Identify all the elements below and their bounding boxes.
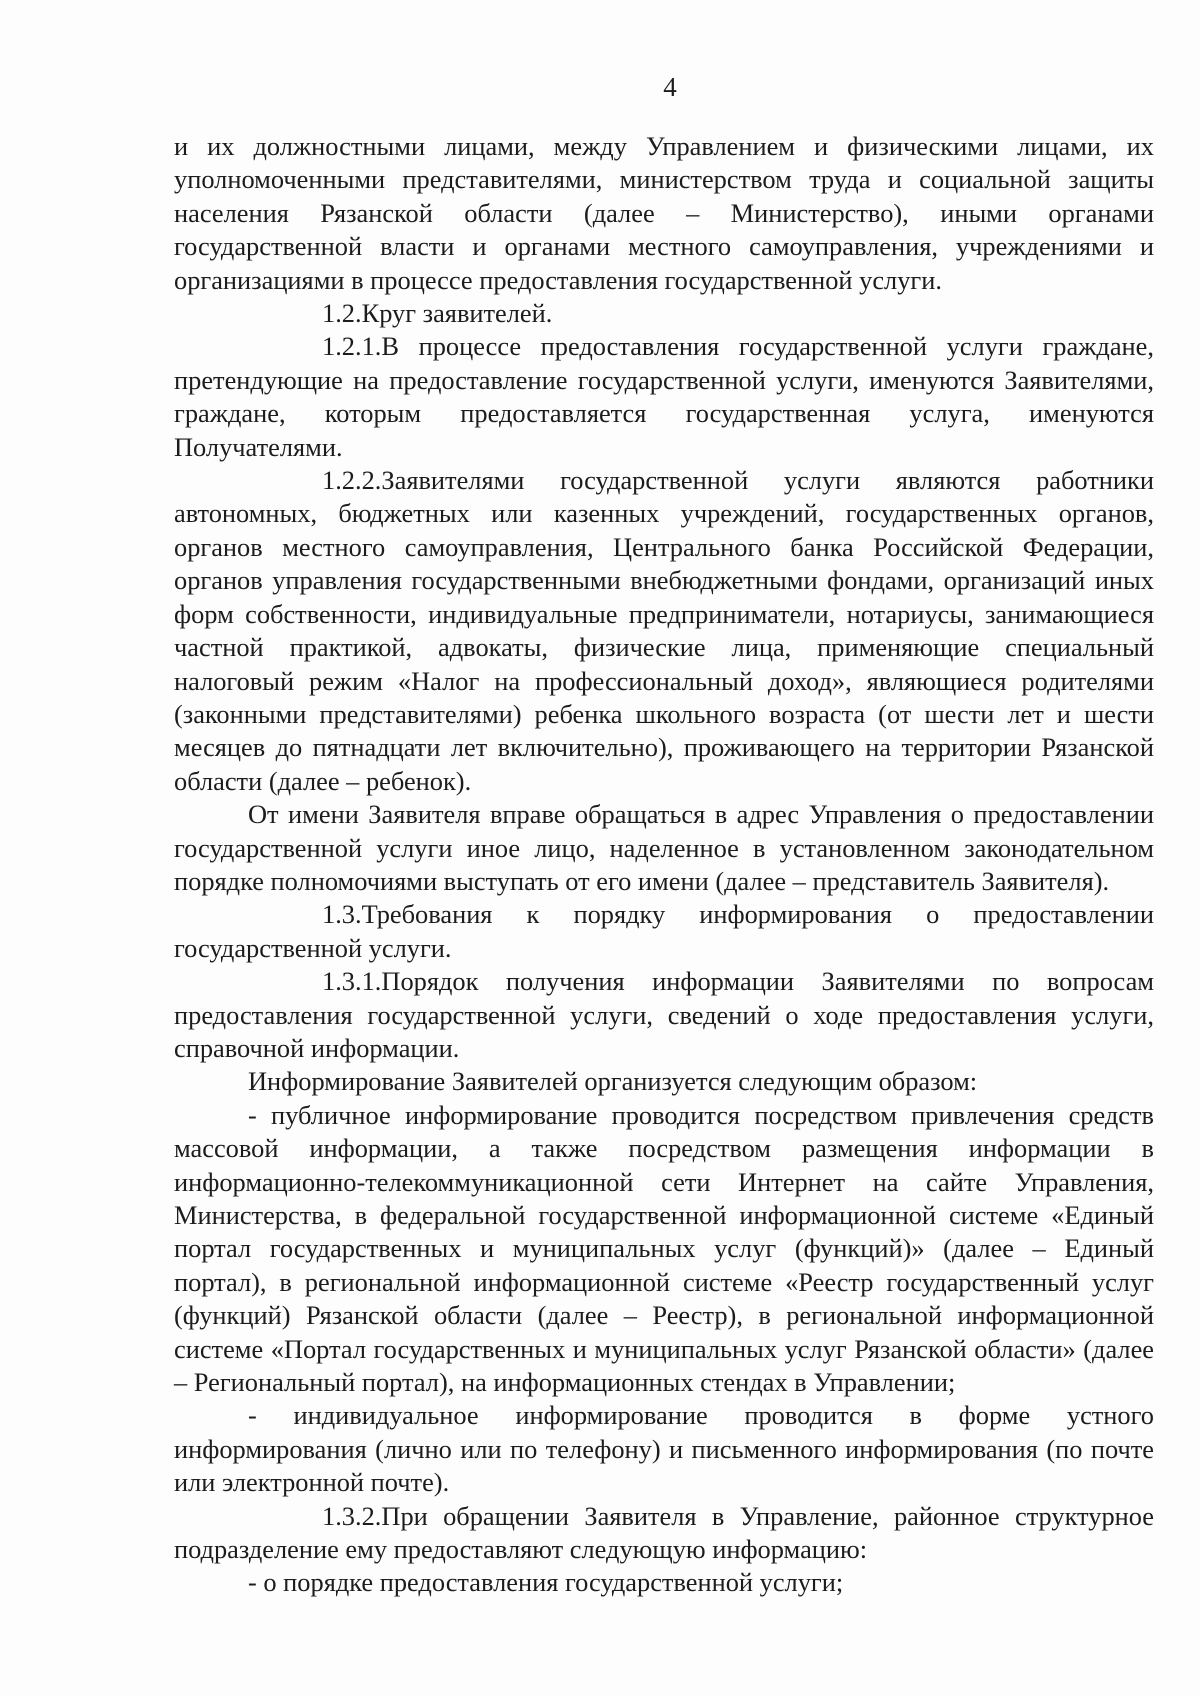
section-number: 1.3. xyxy=(322,899,362,930)
section-number: 1.3.2. xyxy=(322,1500,382,1531)
paragraph-continuation xyxy=(174,130,1154,297)
section-number: 1.2.1. xyxy=(322,331,382,362)
list-item-procedure xyxy=(174,1566,1154,1599)
section-number: 1.2. xyxy=(322,298,362,329)
list-item-text: - публичное информирование проводится посредством привлечения средств массовой информации, а также посредством размещения информации в информационно-телекоммуникационной сети Интернет на сайте Управления, Министерства, в федеральной государственной информационной системе «Единый портал государственных и муниципальных услуг (функций)» (далее – Единый портал), в региональной информационной системе «Реестр государственный услуг (функций) Рязанской области (далее – Реестр), в региональной информационной системе «Портал государственных и муниципальных услуг Рязанской области» (далее – Региональный портал), на информационных стендах в Управлении; xyxy=(174,1099,1154,1398)
section-heading-1-2 xyxy=(174,297,1154,330)
section-heading-text: Требования к порядку информирования о предоставлении государственной услуги. xyxy=(174,899,1154,963)
paragraph-text: Информирование Заявителей организуется следующим образом: xyxy=(248,1066,978,1097)
section-number: 1.3.1. xyxy=(322,966,382,997)
paragraph-text: и их должностными лицами, между Управлением и физическими лицами, их уполномоченными представителями, министерством труда и социальной защиты населения Рязанской области (далее – Министерство), иными органами государственной власти и органами местного самоуправления, учреждениями и организациями в процессе предоставления государственной услуги. xyxy=(174,131,1154,295)
paragraph-text: От имени Заявителя вправе обращаться в адрес Управления о предоставлении государственной услуги иное лицо, наделенное в установленном законодательном порядке полномочиями выступать от его имени (далее – представитель Заявителя). xyxy=(174,799,1154,896)
paragraph-text: Порядок получения информации Заявителями по вопросам предоставления государственной услуги, сведений о ходе предоставления услуги, справочной информации. xyxy=(174,966,1154,1063)
list-item-text: - индивидуальное информирование проводится в форме устного информирования (лично или по телефону) и письменного информирования (по почте или электронной почте). xyxy=(174,1400,1154,1498)
paragraph-text: В процессе предоставления государственной услуги граждане, претендующие на предоставление государственной услуги, именуются Заявителями, граждане, которым предоставляется государственная услуга, именуются Получателями. xyxy=(174,331,1154,462)
paragraph-1-3-1 xyxy=(174,965,1154,1065)
list-item-text: - о порядке предоставления государственной услуги; xyxy=(248,1567,844,1598)
paragraph-informing-intro xyxy=(174,1065,1154,1098)
list-item-individual-informing xyxy=(174,1399,1154,1499)
paragraph-text: При обращении Заявителя в Управление, районное структурное подразделение ему предоставляют следующую информацию: xyxy=(174,1500,1154,1565)
section-heading-1-3 xyxy=(174,898,1154,965)
paragraph-text: Заявителями государственной услуги являются работники автономных, бюджетных или казенных учреждений, государственных органов, органов местного самоуправления, Центрального банка Российской Федерации, органов управления государственными внебюджетными фондами, организаций иных форм собственности, индивидуальные предприниматели, нотариусы, занимающиеся частной практикой, адвокаты, физические лица, применяющие специальный налоговый режим «Налог на профессиональный доход», являющиеся родителями (законными представителями) ребенка школьного возраста (от шести лет и шести месяцев до пятнадцати лет включительно), проживающего на территории Рязанской области (далее – ребенок). xyxy=(174,465,1154,796)
section-number: 1.2.2. xyxy=(322,465,382,496)
document-body xyxy=(174,130,1154,1600)
paragraph-1-3-2 xyxy=(174,1500,1154,1567)
paragraph-representative xyxy=(174,798,1154,898)
paragraph-1-2-1 xyxy=(174,330,1154,464)
page-number: 4 xyxy=(663,72,677,102)
list-item-public-informing xyxy=(174,1099,1154,1400)
paragraph-1-2-2 xyxy=(174,464,1154,798)
section-heading-text: Круг заявителей. xyxy=(361,298,553,329)
